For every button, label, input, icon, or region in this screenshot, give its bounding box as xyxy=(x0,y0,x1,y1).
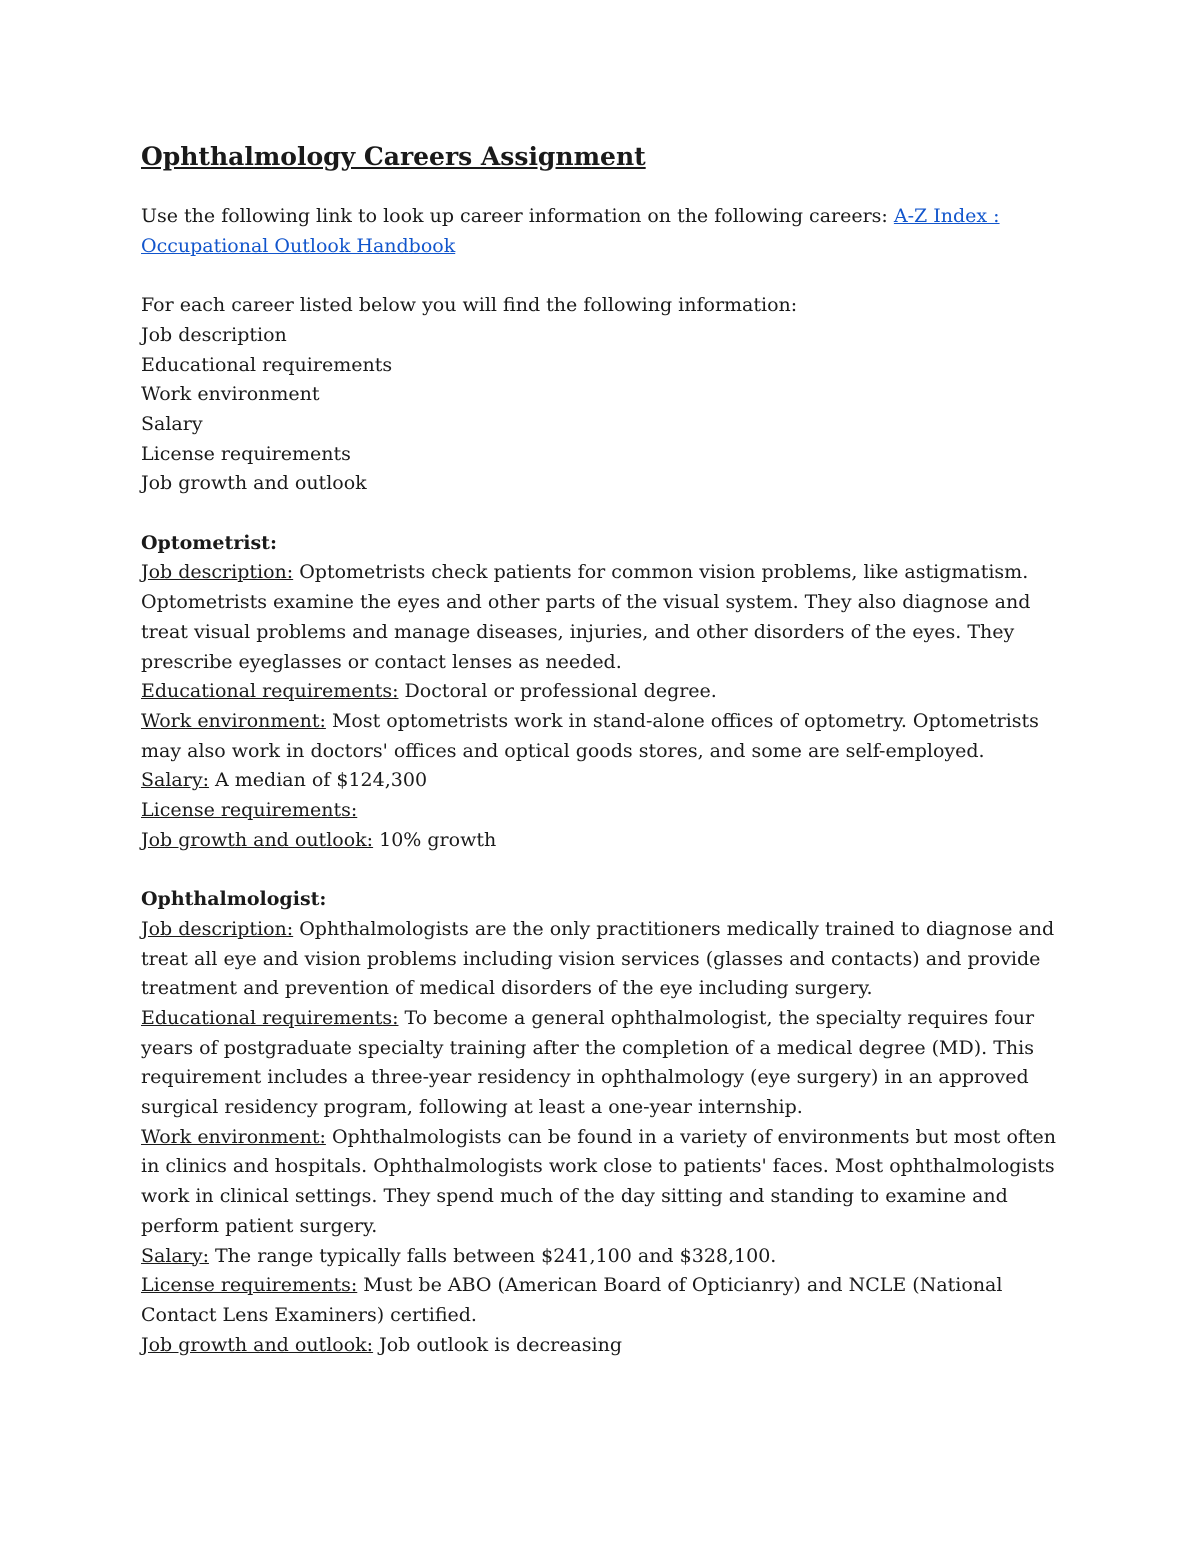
career-section-ophthalmologist xyxy=(141,885,1061,1360)
intro-text: Use the following link to look up career information on the following careers: xyxy=(141,205,894,227)
field-value: Must be ABO (American Board of Opticianry) and NCLE (National Contact Lens Examiners) certified. xyxy=(141,1274,1003,1326)
occupational-outlook-link[interactable]: A-Z Index : Occupational Outlook Handbook xyxy=(141,205,1000,257)
page-title: Ophthalmology Careers Assignment xyxy=(141,142,646,171)
list-item: Job description xyxy=(141,323,287,346)
field-value: Ophthalmologists can be found in a variety of environments but most often in clinics and hospitals. Ophthalmologists work close to patients' faces. Most ophthalmologists work in clinical settings. They spend much of the day sitting and standing to examine and perform patient surgery. xyxy=(141,1125,1057,1237)
field-label: License requirements: xyxy=(141,799,358,822)
career-field-job-growth xyxy=(141,826,1061,856)
career-field-education xyxy=(141,677,1061,707)
info-list xyxy=(141,321,1061,499)
field-value: A median of $124,300 xyxy=(208,769,428,792)
career-field-job-description xyxy=(141,558,1061,677)
list-item: Educational requirements xyxy=(141,353,393,376)
spacer xyxy=(141,499,1061,529)
career-field-work-environment xyxy=(141,707,1061,766)
list-item: License requirements xyxy=(141,442,351,465)
spacer xyxy=(141,261,1061,291)
career-section-optometrist xyxy=(141,529,1061,856)
field-label: Job growth and outlook: xyxy=(141,1333,374,1356)
field-value: The range typically falls between $241,100 and $328,100. xyxy=(208,1244,777,1267)
career-field-job-growth xyxy=(141,1331,1061,1361)
intro-paragraph xyxy=(141,202,1061,261)
field-value: To become a general ophthalmologist, the specialty requires four years of postgraduate specialty training after the completion of a medical degree (MD). This requirement includes a three-year residency in ophthalmology (eye surgery) in an approved surgical residency program, following at least a one-year internship. xyxy=(141,1006,1035,1119)
document-page xyxy=(141,140,1061,1360)
field-label: Salary: xyxy=(141,1244,209,1267)
career-field-salary xyxy=(141,1242,1061,1272)
career-heading: Ophthalmologist: xyxy=(141,888,327,911)
career-heading: Optometrist: xyxy=(141,531,277,554)
field-label: Educational requirements: xyxy=(141,1006,399,1029)
career-field-license xyxy=(141,796,1061,826)
list-item: Work environment xyxy=(141,383,320,406)
info-intro: For each career listed below you will find the following information: xyxy=(141,294,798,317)
career-field-job-description xyxy=(141,915,1061,1004)
field-label: Job description: xyxy=(141,561,294,584)
field-value: Most optometrists work in stand-alone offices of optometry. Optometrists may also work in doctors' offices and optical goods stores, and some are self-employed. xyxy=(141,709,1039,762)
career-field-education xyxy=(141,1004,1061,1123)
career-field-license xyxy=(141,1271,1061,1330)
field-value: Ophthalmologists are the only practitioners medically trained to diagnose and treat all eye and vision problems including vision services (glasses and contacts) and provide treatment and prevention of medical disorders of the eye including surgery. xyxy=(141,917,1055,1000)
field-label: Educational requirements: xyxy=(141,680,399,703)
spacer xyxy=(141,855,1061,885)
career-field-work-environment xyxy=(141,1123,1061,1242)
list-item: Salary xyxy=(141,412,203,435)
field-value: 10% growth xyxy=(373,828,497,851)
field-label: Work environment: xyxy=(141,1125,326,1148)
field-value: Doctoral or professional degree. xyxy=(398,680,717,703)
field-value: Optometrists check patients for common vision problems, like astigmatism. Optometrists examine the eyes and other parts of the visual system. They also diagnose and treat visual problems and manage diseases, injuries, and other disorders of the eyes. They prescribe eyeglasses or contact lenses as needed. xyxy=(141,561,1031,673)
field-label: Job description: xyxy=(141,917,294,940)
field-label: Salary: xyxy=(141,769,209,792)
field-label: Work environment: xyxy=(141,709,326,732)
career-field-salary xyxy=(141,766,1061,796)
field-label: Job growth and outlook: xyxy=(141,828,374,851)
list-item: Job growth and outlook xyxy=(141,472,367,495)
field-label: License requirements: xyxy=(141,1274,358,1297)
field-value: Job outlook is decreasing xyxy=(373,1333,622,1356)
